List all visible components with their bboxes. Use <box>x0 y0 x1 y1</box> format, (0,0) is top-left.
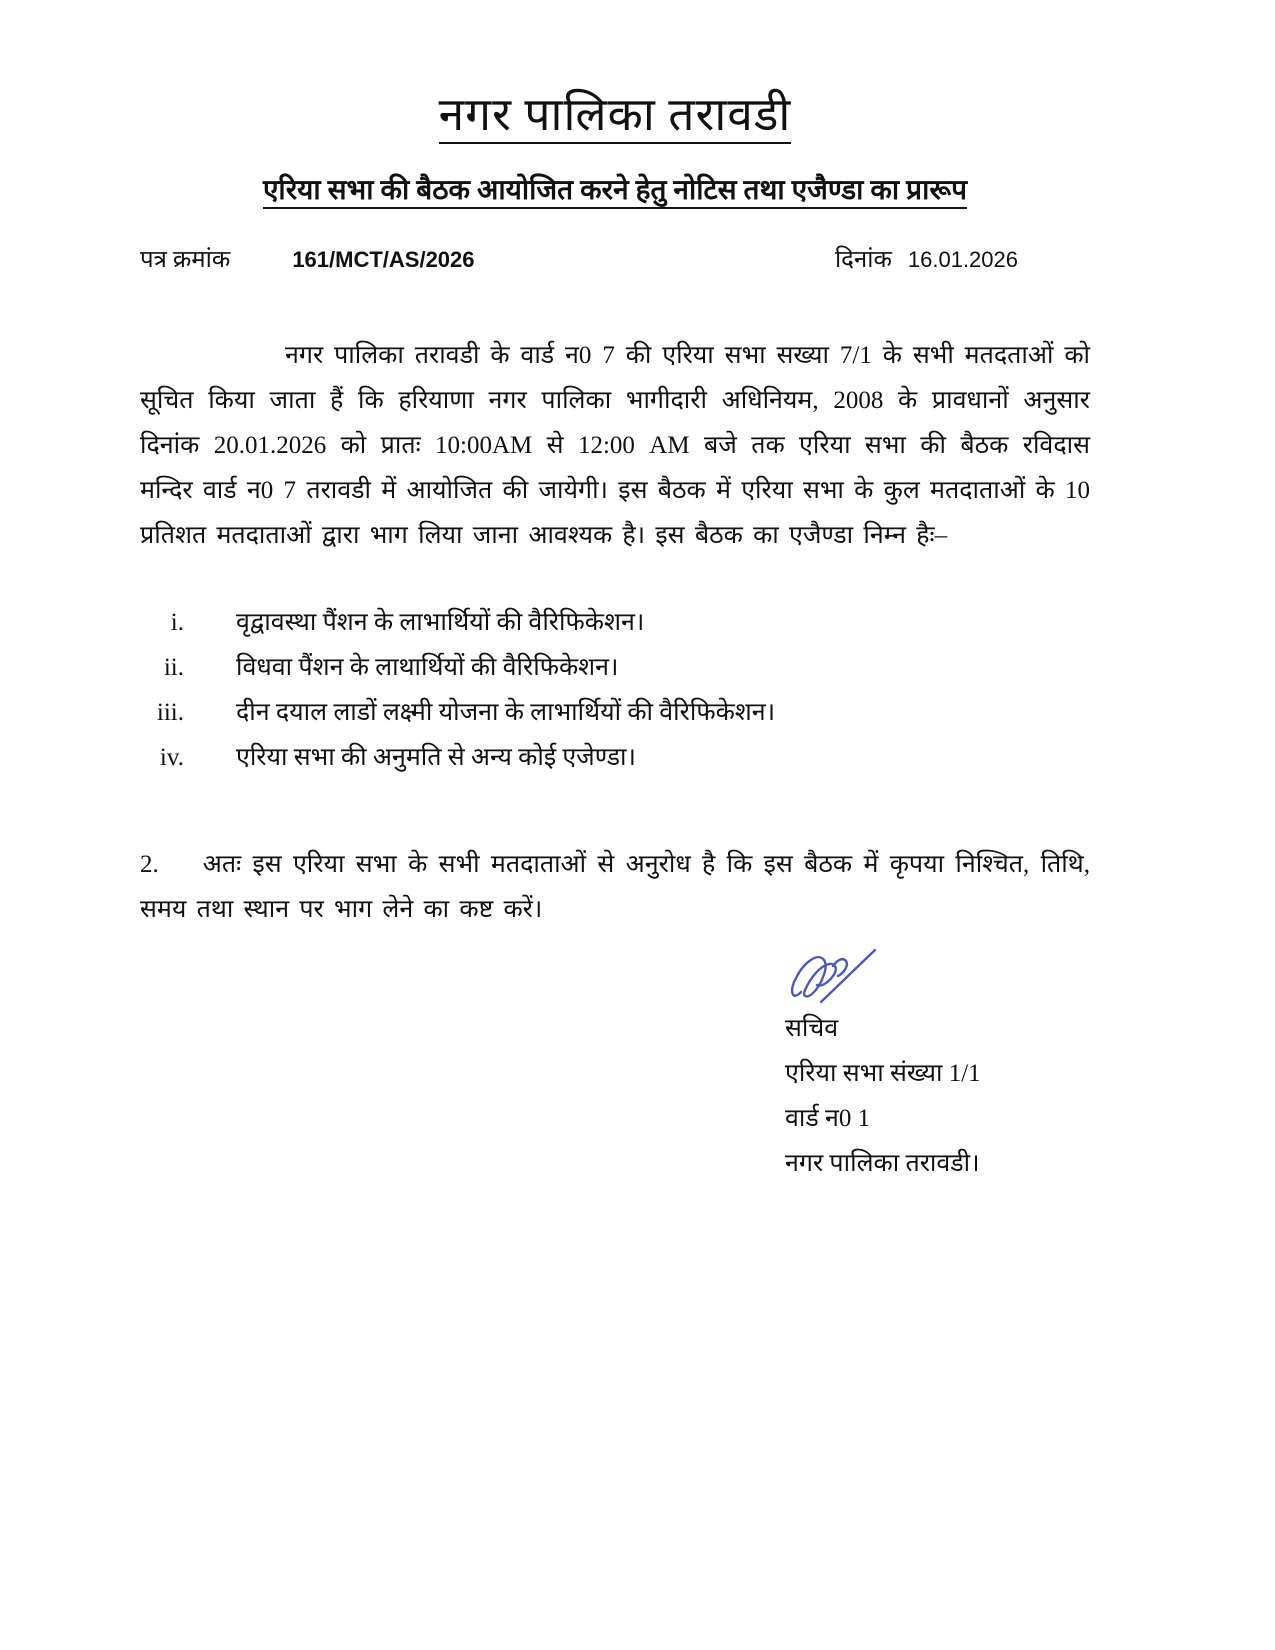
letter-number-group <box>140 242 475 275</box>
agenda-item <box>140 690 1090 735</box>
handwritten-signature-icon <box>787 944 1090 1006</box>
request-paragraph-text: अतः इस एरिया सभा के सभी मतदाताओं से अनुरोध है कि इस बैठक में कृपया निश्चित, तिथि, समय तथा स्थान पर भाग लेने का कष्ट करें। <box>140 851 1090 923</box>
agenda-item <box>140 645 1090 690</box>
agenda-item-text: वृद्वावस्था पैंशन के लाभार्थियों की वैरिफिकेशन। <box>236 609 645 636</box>
intro-paragraph: नगर पालिका तरावडी के वार्ड न0 7 की एरिया सभा सख्या 7/1 के सभी मतदताओं को सूचित किया जाता हैं कि हरियाणा नगर पालिका भागीदारी अधिनियम, 2008 के प्रावधानों अनुसार दिनांक 20.01.2026 को प्रातः 10:00AM से 12:00 AM बजे तक एरिया सभा की बैठक रविदास मन्दिर वार्ड न0 7 तरावडी में आयोजित की जायेगी। इस बैठक में एरिया सभा के कुल मतदाताओं के 10 प्रतिशत मतदाताओं द्वारा भाग लिया जाना आवश्यक है। इस बैठक का एजैण्डा निम्न हैः– <box>140 342 1090 549</box>
agenda-item-marker: i. <box>170 609 184 636</box>
signatory-ward-number: वार्ड न0 1 <box>785 1105 871 1132</box>
signatory-municipality: नगर पालिका तरावडी। <box>785 1150 980 1177</box>
request-paragraph-number: 2. <box>140 851 159 878</box>
reference-line <box>140 242 1090 275</box>
date-group <box>835 242 1090 275</box>
page-subtitle-text: एरिया सभा की बैठक आयोजित करने हेतु नोटिस तथा एजैण्डा का प्रारूप <box>263 175 967 209</box>
agenda-item-text: दीन दयाल लाडों लक्ष्मी योजना के लाभार्थियों की वैरिफिकेशन। <box>236 699 776 726</box>
date-value: 16.01.2026 <box>907 247 1018 272</box>
agenda-item <box>140 600 1090 645</box>
signatory-sabha-number: एरिया सभा संख्या 1/1 <box>785 1060 981 1087</box>
page-title <box>140 82 1090 144</box>
signatory-title: सचिव <box>785 1015 839 1042</box>
page-title-text: नगर पालिका तरावडी <box>439 89 792 144</box>
agenda-item-text: एरिया सभा की अनुमति से अन्य कोई एजेण्डा। <box>236 744 636 771</box>
agenda-list <box>140 600 1090 780</box>
agenda-item-marker: ii. <box>163 654 184 681</box>
page-subtitle <box>140 170 1090 208</box>
agenda-item-marker: iii. <box>156 699 184 726</box>
letter-number-value: 161/MCT/AS/2026 <box>292 247 475 272</box>
letter-number-label: पत्र क्रमांक <box>140 247 231 273</box>
agenda-item-marker: iv. <box>159 744 184 771</box>
agenda-item-text: विधवा पैंशन के लाथार्थियों की वैरिफिकेशन। <box>236 654 619 681</box>
signature-block <box>785 944 1090 1186</box>
date-label: दिनांक <box>834 247 892 273</box>
agenda-item <box>140 735 1090 780</box>
request-paragraph <box>140 842 1090 932</box>
